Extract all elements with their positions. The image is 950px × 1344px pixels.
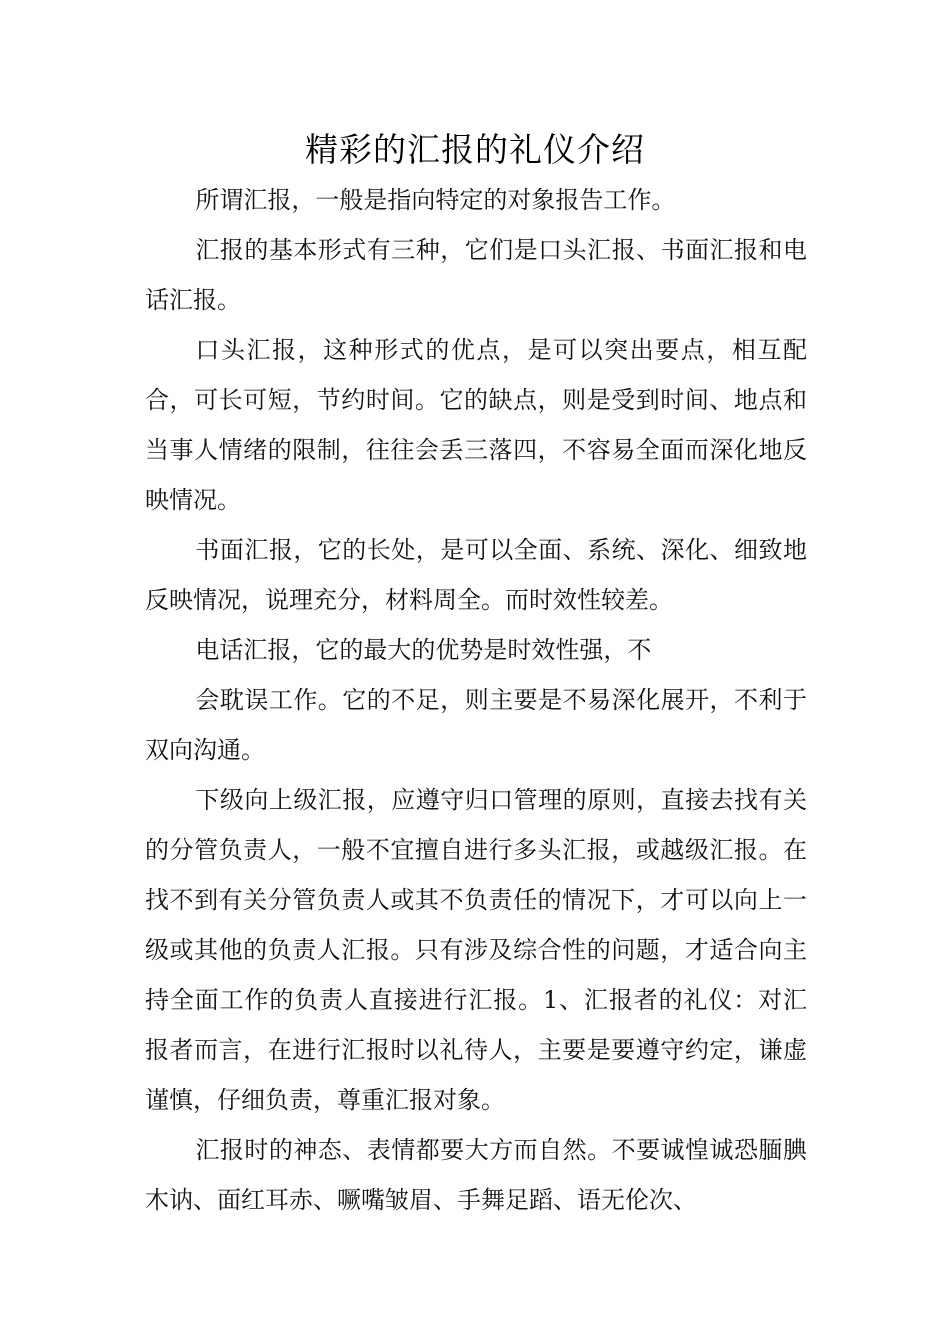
document-body (145, 175, 807, 1225)
paragraph: 电话汇报，它的最大的优势是时效性强，不 (195, 636, 652, 664)
paragraph: 书面汇报，它的长处，是可以全面、系统、深化、细致地反映情况，说理充分，材料周全。而时效性较差。 (145, 536, 807, 614)
paragraph: 汇报的基本形式有三种，它们是口头汇报、书面汇报和电话汇报。 (145, 236, 807, 314)
paragraph: 会耽误工作。它的不足，则主要是不易深化展开，不利于双向沟通。 (145, 686, 807, 764)
paragraph: 口头汇报，这种形式的优点，是可以突出要点，相互配合，可长可短，节约时间。它的缺点，则是受到时间、地点和当事人情绪的限制，往往会丢三落四，不容易全面而深化地反映情况。 (145, 336, 807, 514)
document-title: 精彩的汇报的礼仪介绍 (305, 130, 645, 169)
paragraph: 所谓汇报，一般是指向特定的对象报告工作。 (195, 186, 676, 214)
paragraph: 下级向上级汇报，应遵守归口管理的原则，直接去找有关的分管负责人，一般不宜擅自进行多头汇报，或越级汇报。在找不到有关分管负责人或其不负责任的情况下，才可以向上一级或其他的负责人汇报。只有涉及综合性的问题，才适合向主持全面工作的负责人直接进行汇报。1、汇报者的礼仪：对汇报者而言，在进行汇报时以礼待人，主要是要遵守约定，谦虚谨慎，仔细负责，尊重汇报对象。 (145, 786, 807, 1114)
paragraph: 汇报时的神态、表情都要大方而自然。不要诚惶诚恐腼腆木讷、面红耳赤、噘嘴皱眉、手舞足蹈、语无伦次、 (145, 1136, 807, 1214)
